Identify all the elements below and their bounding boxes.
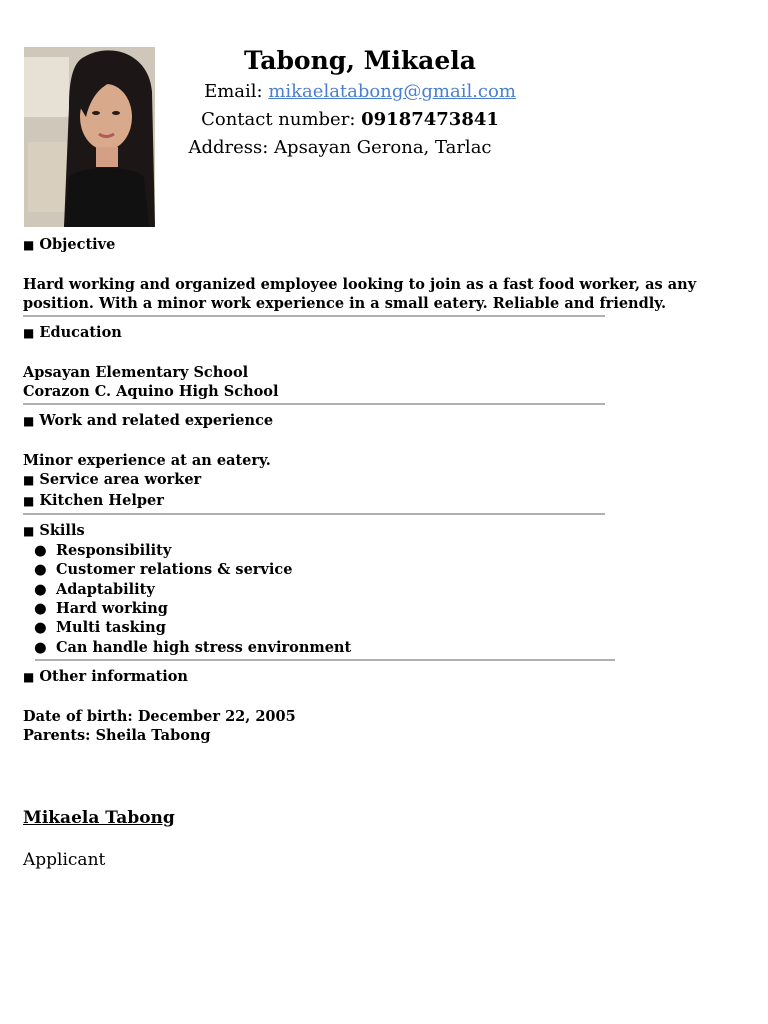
address-line bbox=[120, 134, 560, 162]
address-label: Address: bbox=[188, 137, 269, 158]
skill-item: ● Responsibility bbox=[34, 542, 172, 560]
dot-bullet-icon: ● bbox=[34, 580, 47, 598]
school-item: Corazon C. Aquino High School bbox=[23, 383, 279, 401]
divider bbox=[23, 403, 605, 405]
signature-role: Applicant bbox=[23, 850, 106, 870]
square-bullet-icon: ■ bbox=[23, 414, 35, 429]
date-of-birth: Date of birth: December 22, 2005 bbox=[23, 707, 296, 725]
address-value: Apsayan Gerona, Tarlac bbox=[274, 137, 492, 158]
divider bbox=[35, 659, 615, 661]
dot-bullet-icon: ● bbox=[34, 619, 47, 637]
applicant-name: Tabong, Mikaela bbox=[244, 46, 476, 75]
skill-item: ● Can handle high stress environment bbox=[34, 638, 352, 656]
contact-line bbox=[140, 106, 560, 134]
email-link[interactable]: mikaelatabong@gmail.com bbox=[268, 81, 516, 102]
dot-bullet-icon: ● bbox=[34, 542, 47, 560]
resume-body bbox=[23, 235, 697, 745]
work-summary: Minor experience at an eatery. bbox=[23, 451, 271, 469]
work-role: ■ Kitchen Helper bbox=[23, 491, 164, 509]
signature-name: Mikaela Tabong bbox=[23, 808, 175, 828]
contact-number: 09187473841 bbox=[361, 109, 499, 130]
work-role: ■ Service area worker bbox=[23, 471, 202, 489]
objective-line-1: Hard working and organized employee looking to join as a fast food worker, as any bbox=[23, 275, 697, 293]
section-objective-title: ■ Objective bbox=[23, 236, 116, 253]
section-other-title: ■ Other information bbox=[23, 667, 188, 685]
square-bullet-icon: ■ bbox=[23, 669, 35, 684]
skill-item: ● Adaptability bbox=[34, 580, 155, 598]
header bbox=[160, 44, 560, 162]
square-bullet-icon: ■ bbox=[23, 493, 35, 508]
section-education-title: ■ Education bbox=[23, 324, 122, 342]
skill-item: ● Hard working bbox=[34, 600, 168, 618]
email-label: Email: bbox=[204, 81, 263, 102]
skill-item: ● Multi tasking bbox=[34, 619, 166, 637]
skill-item: ● Customer relations & service bbox=[34, 561, 293, 579]
divider bbox=[23, 315, 605, 317]
dot-bullet-icon: ● bbox=[34, 638, 47, 656]
divider bbox=[23, 513, 605, 515]
contact-label: Contact number: bbox=[201, 109, 356, 130]
section-work-title: ■ Work and related experience bbox=[23, 412, 274, 430]
square-bullet-icon: ■ bbox=[23, 473, 35, 488]
square-bullet-icon: ■ bbox=[23, 326, 35, 341]
dot-bullet-icon: ● bbox=[34, 600, 47, 618]
square-bullet-icon: ■ bbox=[23, 238, 35, 252]
parents: Parents: Sheila Tabong bbox=[23, 726, 211, 744]
square-bullet-icon: ■ bbox=[23, 523, 35, 538]
dot-bullet-icon: ● bbox=[34, 561, 47, 579]
section-skills-title: ■ Skills bbox=[23, 521, 85, 539]
school-item: Apsayan Elementary School bbox=[23, 363, 249, 381]
email-line bbox=[160, 78, 560, 106]
objective-line-2: position. With a minor work experience in a small eatery. Reliable and friendly. bbox=[23, 294, 667, 312]
